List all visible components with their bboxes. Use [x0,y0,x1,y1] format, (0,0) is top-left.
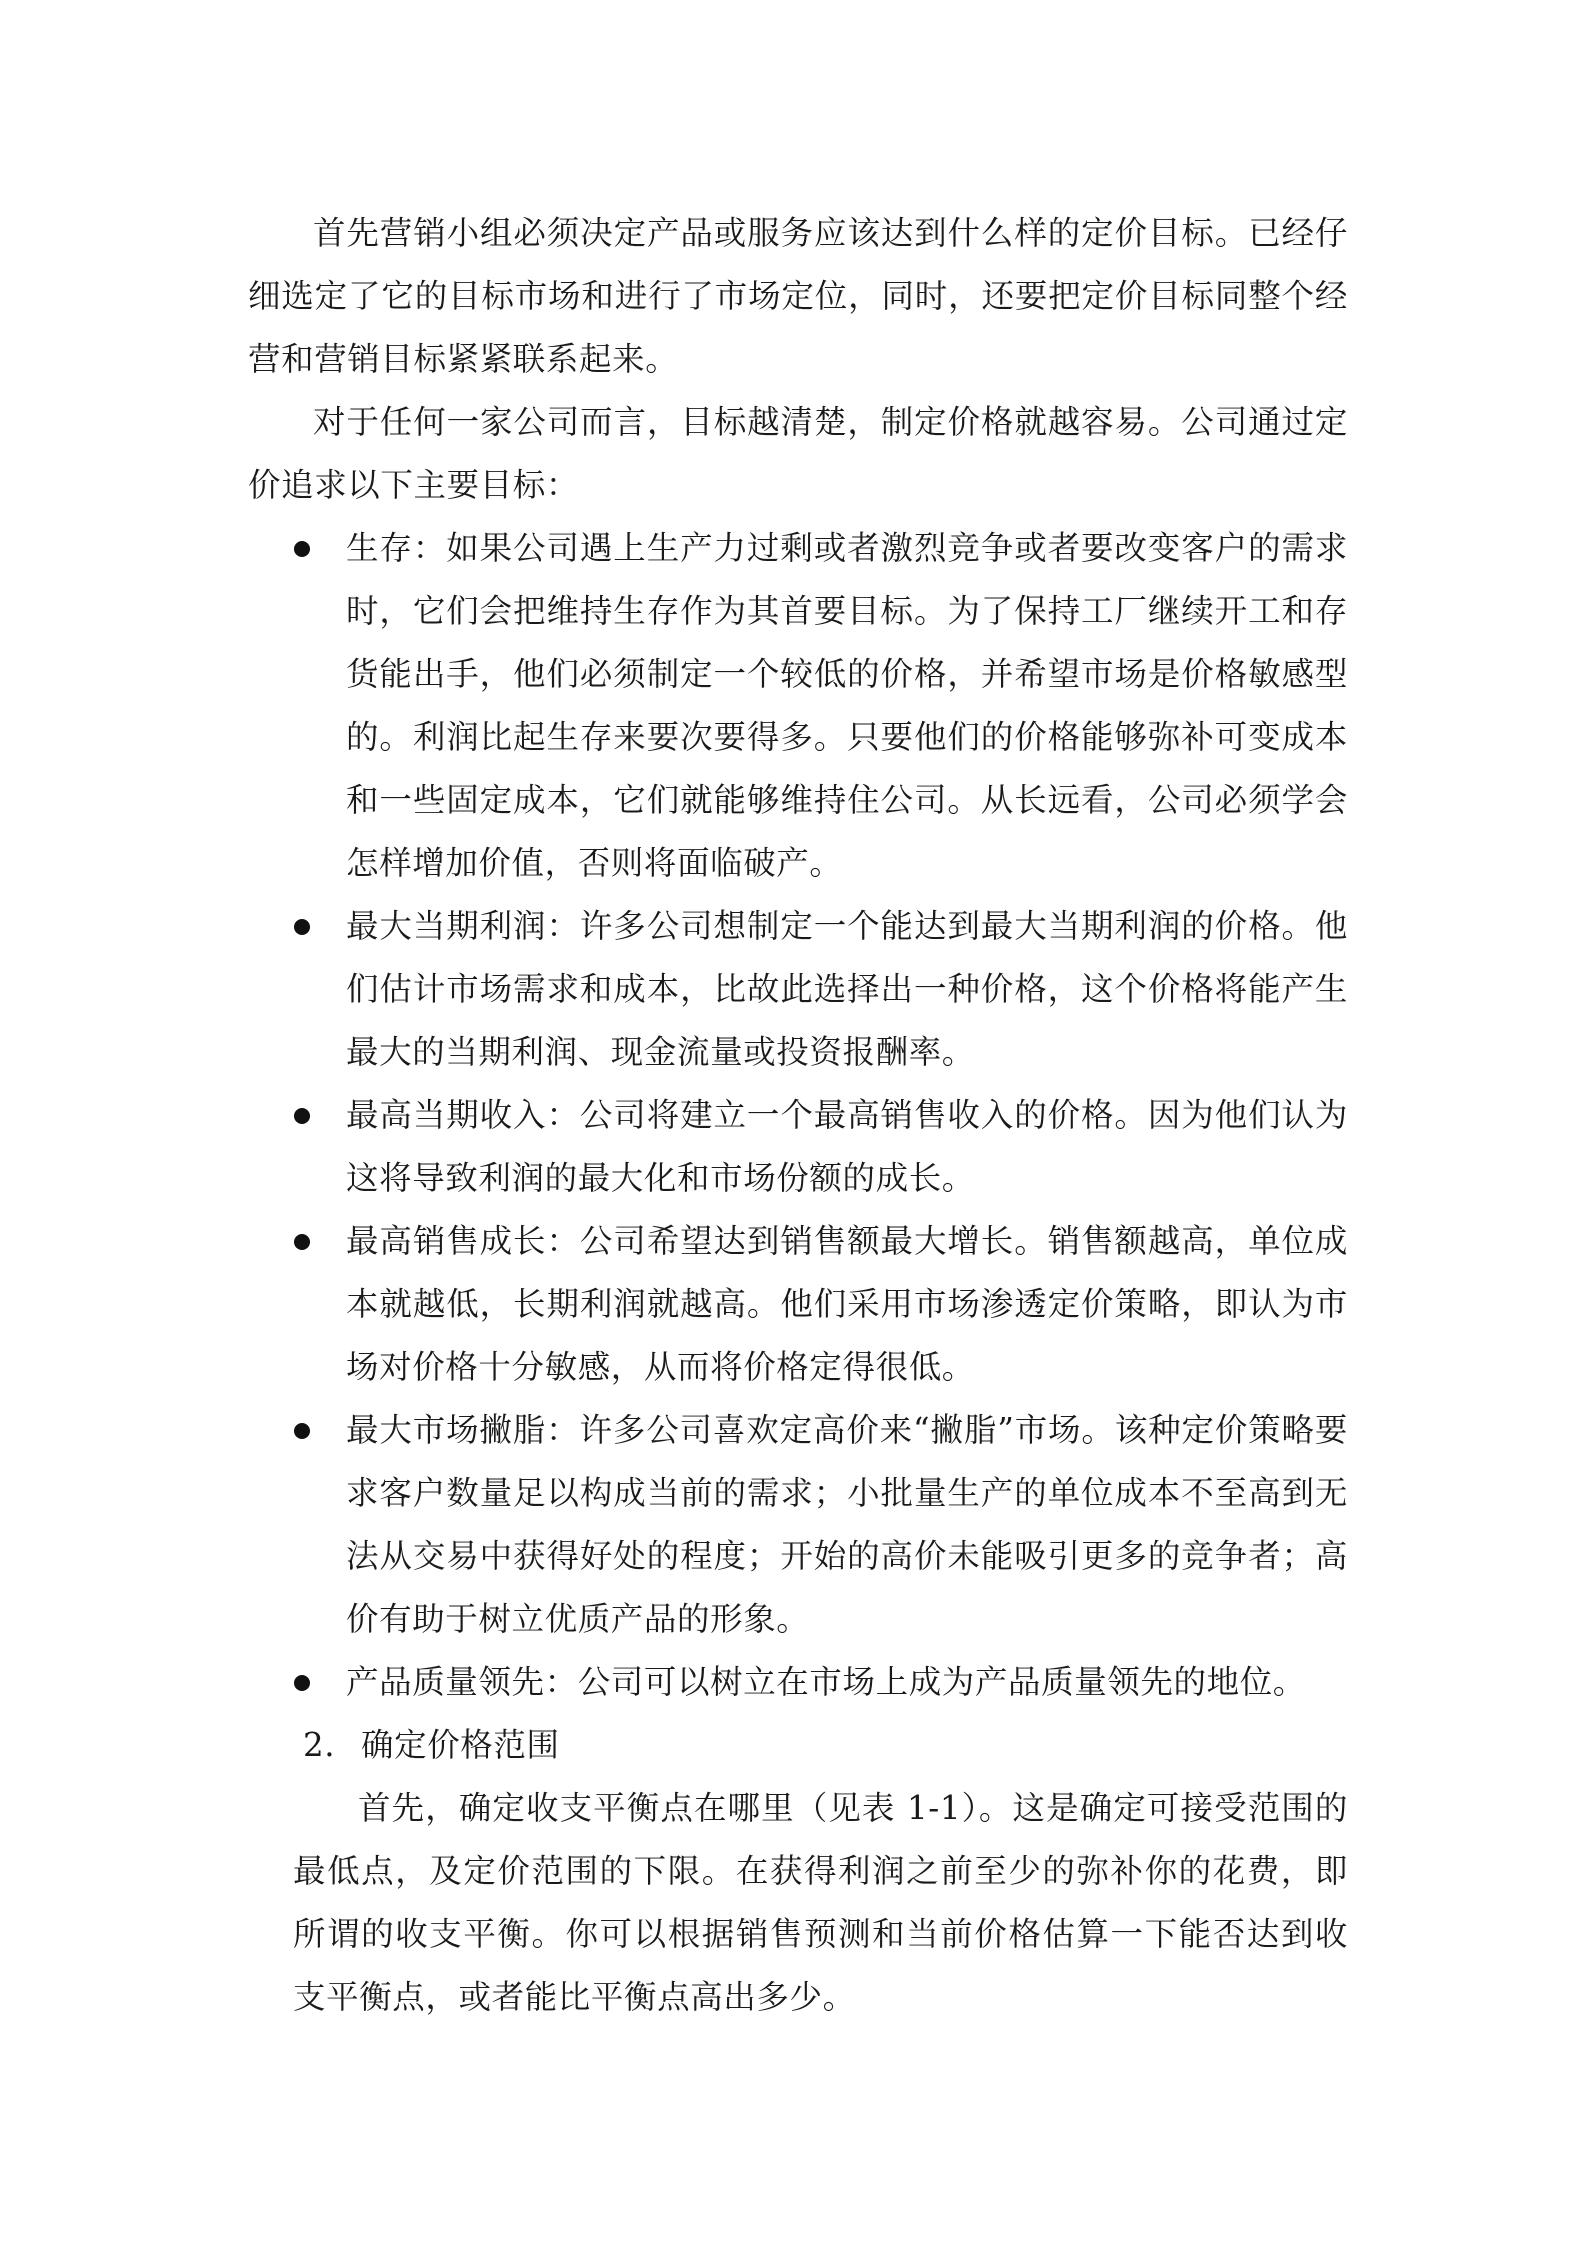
list-item-text: 生存：如果公司遇上生产力过剩或者激烈竞争或者要改变客户的需求时，它们会把维持生存作为其首要目标。为了保持工厂继续开工和存货能出手，他们必须制定一个较低的价格，并希望市场是价格敏感型的。利润比起生存来要次要得多。只要他们的价格能够弥补可变成本和一些固定成本，它们就能够维持住公司。从长远看，公司必须学会怎样增加价值，否则将面临破产。 [346,529,1348,882]
bullet-dot-icon [294,541,310,557]
list-item [248,1084,1348,1210]
intro-paragraph-2: 对于任何一家公司而言，目标越清楚，制定价格就越容易。公司通过定价追求以下主要目标： [248,403,1348,504]
section-heading [248,1714,1348,1777]
bullet-dot-icon [294,919,310,935]
bullet-dot-icon [294,1234,310,1250]
list-item-text: 最高销售成长：公司希望达到销售额最大增长。销售额越高，单位成本就越低，长期利润就越高。他们采用市场渗透定价策略，即认为市场对价格十分敏感，从而将价格定得很低。 [346,1222,1348,1386]
list-item [248,1399,1348,1651]
list-item [248,517,1348,895]
list-item [248,1210,1348,1399]
bullet-dot-icon [294,1423,310,1439]
section-number: 2. [303,1726,336,1764]
bullet-dot-icon [294,1675,310,1691]
list-item [248,1651,1348,1714]
list-item-text: 产品质量领先：公司可以树立在市场上成为产品质量领先的地位。 [346,1663,1306,1701]
list-item-text: 最大市场撇脂：许多公司喜欢定高价来“撇脂”市场。该种定价策略要求客户数量足以构成当前的需求；小批量生产的单位成本不至高到无法从交易中获得好处的程度；开始的高价未能吸引更多的竞争者；高价有助于树立优质产品的形象。 [346,1411,1348,1638]
section-2-paragraph: 首先，确定收支平衡点在哪里（见表 1-1）。这是确定可接受范围的最低点，及定价范围的下限。在获得利润之前至少的弥补你的花费，即所谓的收支平衡。你可以根据销售预测和当前价格估算一下能否达到收支平衡点，或者能比平衡点高出多少。 [293,1789,1348,2016]
list-item-text: 最高当期收入：公司将建立一个最高销售收入的价格。因为他们认为这将导致利润的最大化和市场份额的成长。 [346,1096,1348,1197]
pricing-objectives-list [248,517,1348,1714]
document-body [248,202,1348,2029]
list-item-text: 最大当期利润：许多公司想制定一个能达到最大当期利润的价格。他们估计市场需求和成本，比故此选择出一种价格，这个价格将能产生最大的当期利润、现金流量或投资报酬率。 [346,907,1348,1071]
bullet-dot-icon [294,1108,310,1124]
section-title: 确定价格范围 [361,1726,560,1764]
list-item [248,895,1348,1084]
intro-paragraph-1: 首先营销小组必须决定产品或服务应该达到什么样的定价目标。已经仔细选定了它的目标市场和进行了市场定位，同时，还要把定价目标同整个经营和营销目标紧紧联系起来。 [248,214,1348,378]
